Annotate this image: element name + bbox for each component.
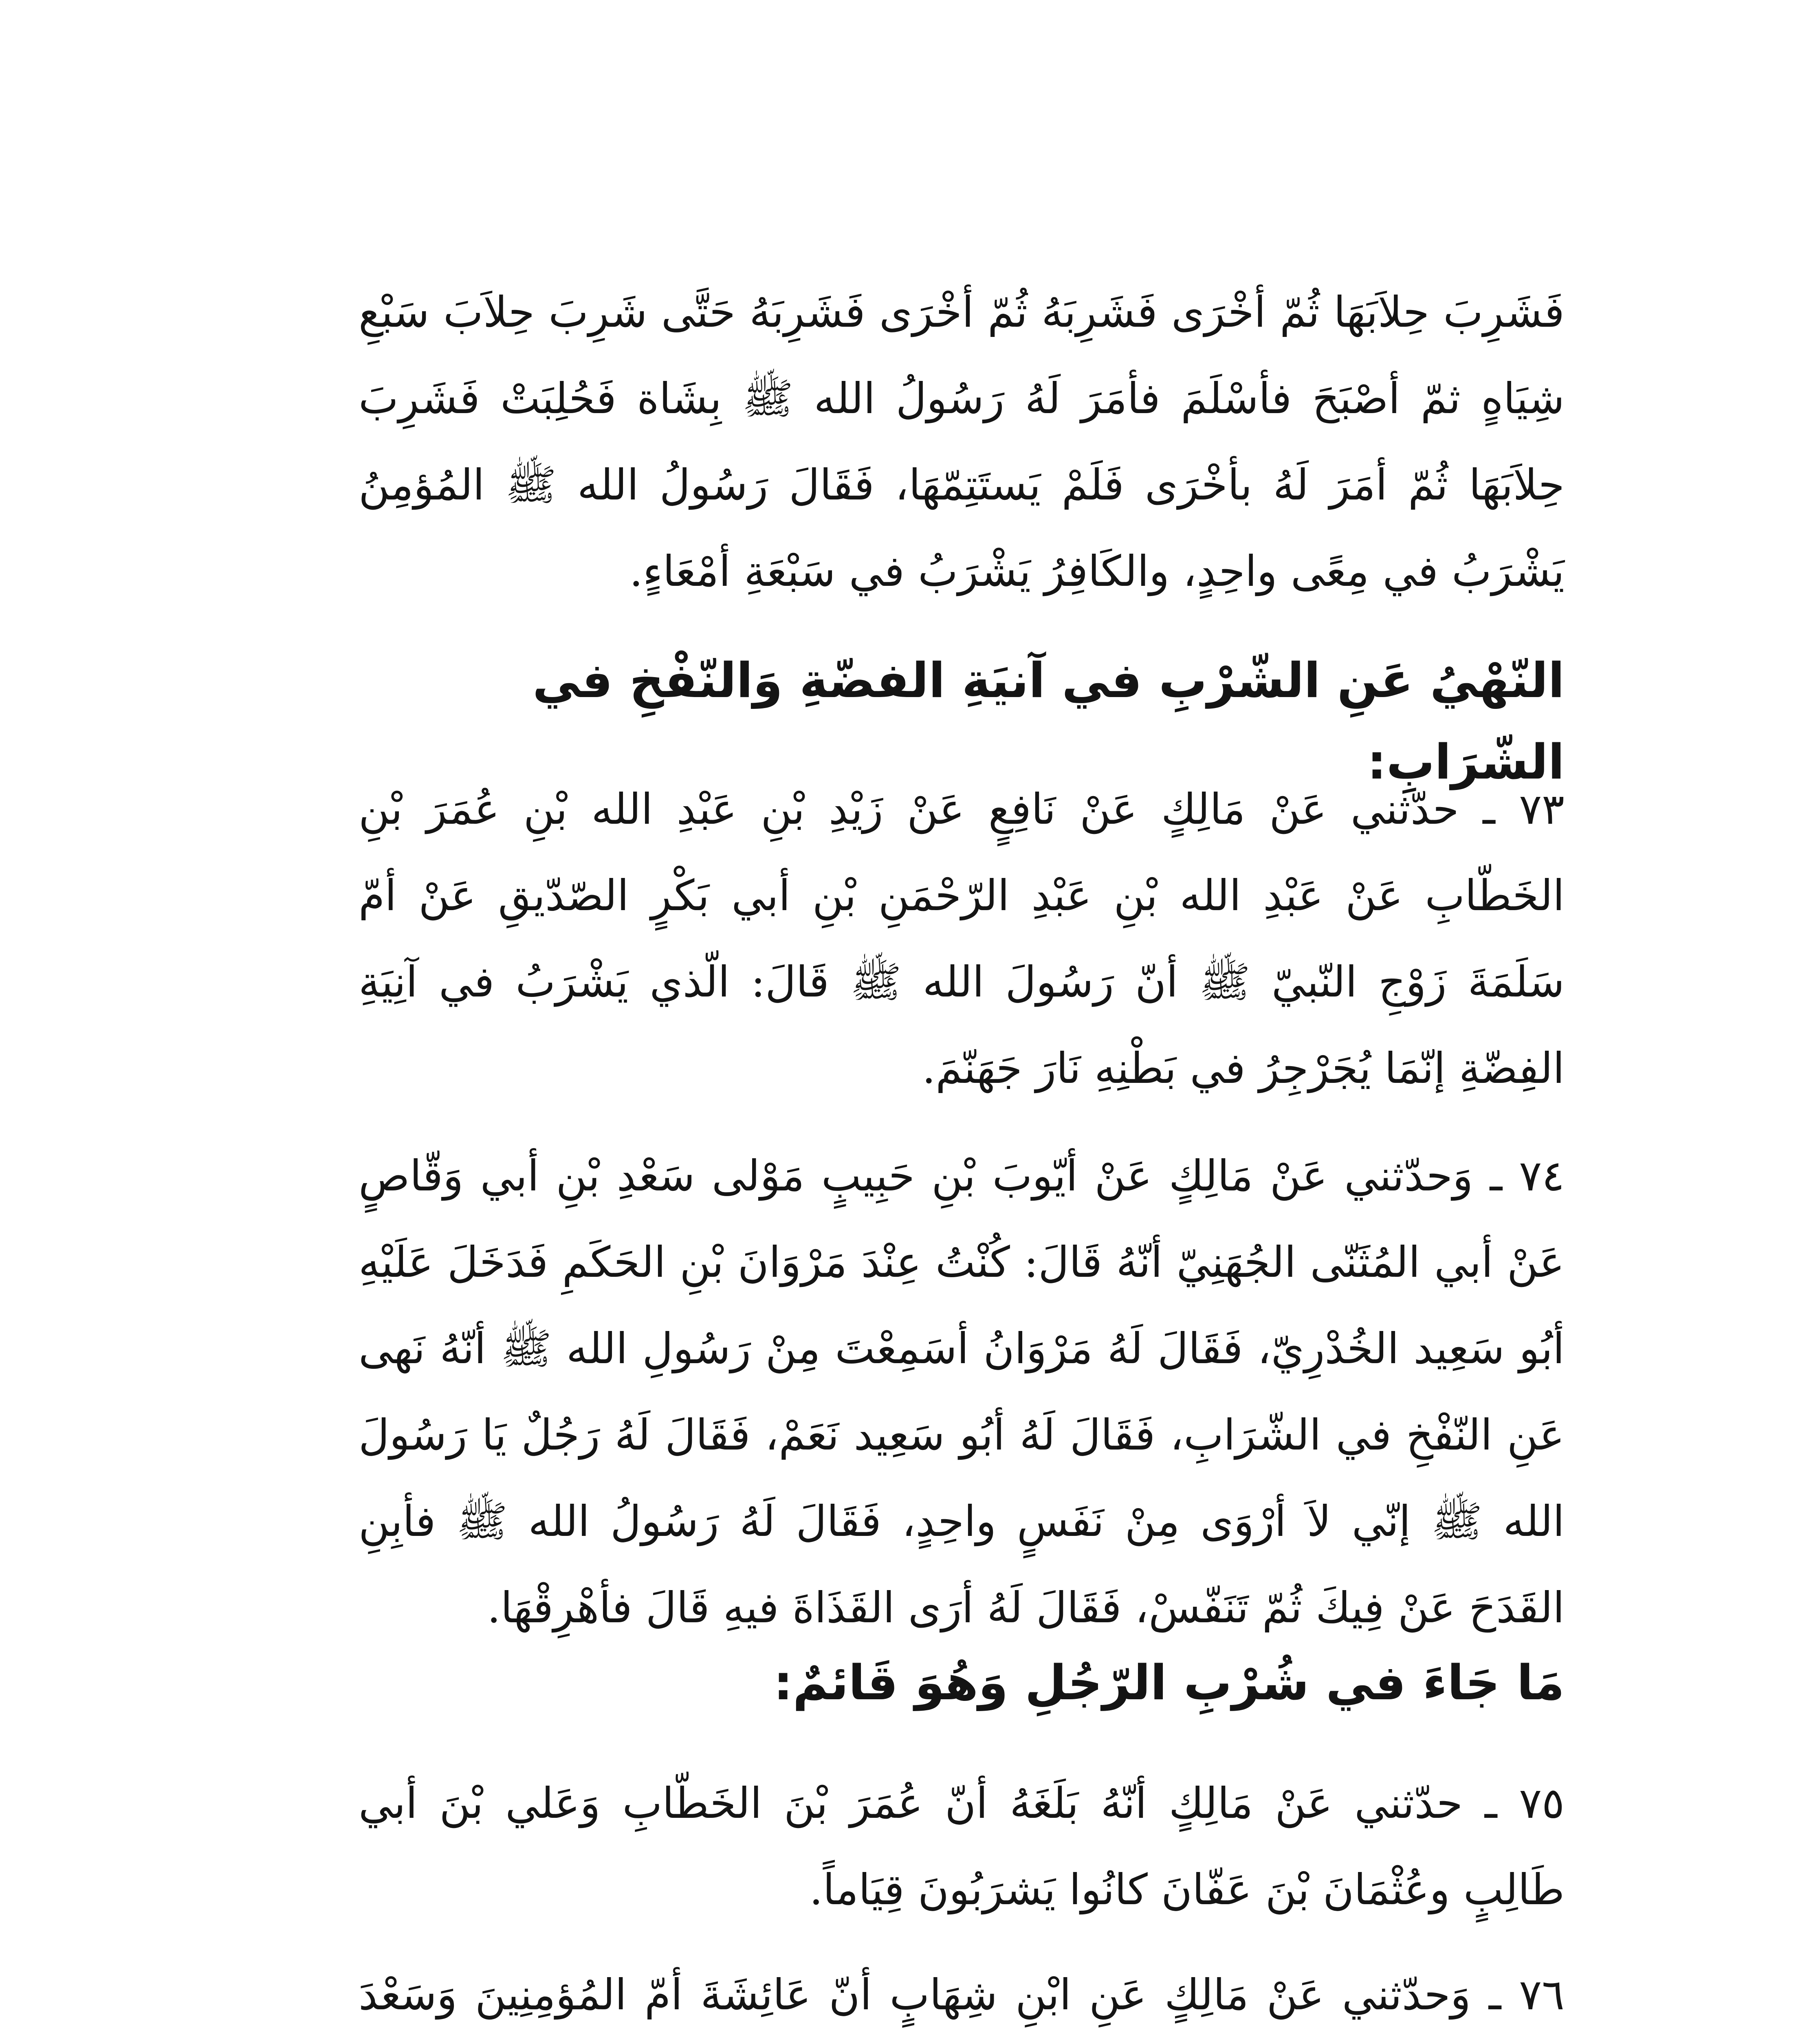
paragraph-continuation [359,269,1565,614]
section-heading-silver-vessels: النّهْيُ عَنِ الشّرْبِ في آنيَةِ الفضّةِ وَالنّفْخِ في الشّرَابِ: [533,652,1565,790]
hadith-73-text: ٧٣ ـ حدّثني عَنْ مَالِكٍ عَنْ نَافِعٍ عَنْ زَيْدِ بْنِ عَبْدِ الله بْنِ عُمَرَ بْنِ الخَطّابِ عَنْ عَبْدِ الله بْنِ عَبْدِ الرّحْمَنِ بْنِ أبي بَكْرٍ الصّدّيقِ عَنْ أمّ سَلَمَةَ زَوْجِ النّبيّ ﷺ أنّ رَسُولَ الله ﷺ قَالَ: الّذي يَشْرَبُ في آنِيَةِ الفِضّةِ إنّمَا يُجَرْجِرُ في بَطْنِهِ نَارَ جَهَنّمَ. [359,784,1565,1093]
section-heading-drinking-standing: مَا جَاءَ في شُرْبِ الرّجُلِ وَهُوَ قَائمٌ: [773,1654,1565,1711]
hadith-74-text: ٧٤ ـ وَحدّثني عَنْ مَالِكٍ عَنْ أيّوبَ بْنِ حَبِيبٍ مَوْلى سَعْدِ بْنِ أبي وَقّاصٍ عَنْ أبي المُثَنّى الجُهَنِيّ أنّهُ قَالَ: كُنْتُ عِنْدَ مَرْوَانَ بْنِ الحَكَمِ فَدَخَلَ عَلَيْهِ أبُو سَعِيد الخُدْرِيّ، فَقَالَ لَهُ مَرْوَانُ أسَمِعْتَ مِنْ رَسُولِ الله ﷺ أنّهُ نَهى عَنِ النّفْخِ في الشّرَابِ، فَقَالَ لَهُ أبُو سَعِيد نَعَمْ، فَقَالَ لَهُ رَجُلٌ يَا رَسُولَ الله ﷺ إنّي لاَ أرْوَى مِنْ نَفَسٍ واحِدٍ، فَقَالَ لَهُ رَسُولُ الله ﷺ فأبِنِ القَدَحَ عَنْ فِيكَ ثُمّ تَنَفّسْ، فَقَالَ لَهُ أرَى القَذَاةَ فيهِ قَالَ فأهْرِقْهَا. [359,1151,1565,1632]
hadith-76 [359,1951,1565,2037]
hadith-76-text: ٧٦ ـ وَحدّثني عَنْ مَالِكٍ عَنِ ابْنِ شِهَابٍ أنّ عَائِشَةَ أمّ المُؤمِنِينَ وَسَعْدَ [359,1970,1565,2019]
hadith-73 [359,766,1565,1111]
hadith-75 [359,1760,1565,1933]
hadith-75-text: ٧٥ ـ حدّثني عَنْ مَالِكٍ أنّهُ بَلَغَهُ أنّ عُمَرَ بْنَ الخَطّابِ وَعَلي بْنَ أبي طَالِبٍ وعُثْمَانَ بْنَ عَفّانَ كانُوا يَشرَبُونَ قِيَاماً. [359,1778,1565,1914]
hadith-74 [359,1133,1565,1651]
paragraph-text: فَشَرِبَ حِلاَبَهَا ثُمّ أخْرَى فَشَرِبَهُ ثُمّ أخْرَى فَشَرِبَهُ حَتَّى شَرِبَ حِلاَبَ سَبْعِ شِيَاهٍ ثمّ أصْبَحَ فأسْلَمَ فأمَرَ لَهُ رَسُولُ الله ﷺ بِشَاة فَحُلِبَتْ فَشَرِبَ حِلاَبَهَا ثُمّ أمَرَ لَهُ بأخْرَى فَلَمْ يَستَتِمّهَا، فَقَالَ رَسُولُ الله ﷺ المُؤمِنُ يَشْرَبُ في مِعًى واحِدٍ، والكَافِرُ يَشْرَبُ في سَبْعَةِ أمْعَاءٍ. [359,287,1565,596]
